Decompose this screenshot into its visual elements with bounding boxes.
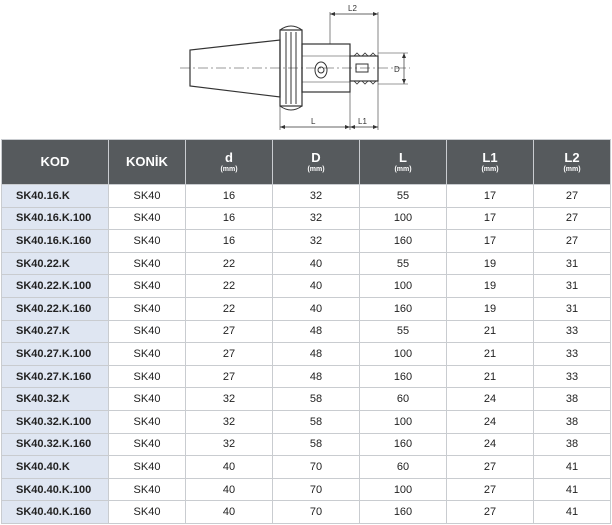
table-cell: 27 bbox=[186, 365, 273, 388]
table-cell: 100 bbox=[360, 275, 447, 298]
table-row bbox=[2, 252, 611, 275]
table-cell: 48 bbox=[273, 320, 360, 343]
table-cell: 32 bbox=[273, 185, 360, 208]
table-cell: SK40 bbox=[109, 433, 186, 456]
table-cell: 19 bbox=[447, 252, 534, 275]
table-cell: 21 bbox=[447, 365, 534, 388]
table-cell: 48 bbox=[273, 343, 360, 366]
table-cell: SK40 bbox=[109, 297, 186, 320]
table-cell: 100 bbox=[360, 207, 447, 230]
table-row bbox=[2, 207, 611, 230]
table-cell: SK40 bbox=[109, 252, 186, 275]
dim-D-label: D bbox=[394, 65, 400, 74]
table-cell: 38 bbox=[534, 388, 611, 411]
table-cell: 40 bbox=[186, 456, 273, 479]
column-header bbox=[447, 140, 534, 185]
table-cell: 21 bbox=[447, 320, 534, 343]
product-code-cell: SK40.16.K.160 bbox=[2, 230, 109, 253]
table-cell: SK40 bbox=[109, 388, 186, 411]
dim-L1-label: L1 bbox=[358, 117, 367, 126]
product-code-cell: SK40.27.K.100 bbox=[2, 343, 109, 366]
column-header-unit: (mm) bbox=[220, 165, 238, 173]
table-cell: 100 bbox=[360, 478, 447, 501]
table-cell: 31 bbox=[534, 275, 611, 298]
column-header-title: d bbox=[225, 149, 233, 165]
table-cell: 160 bbox=[360, 501, 447, 524]
column-header-unit: (mm) bbox=[563, 165, 581, 173]
table-cell: 100 bbox=[360, 410, 447, 433]
column-header-unit: (mm) bbox=[394, 165, 412, 173]
column-header-title: KOD bbox=[40, 154, 70, 169]
table-cell: 16 bbox=[186, 230, 273, 253]
table-cell: 27 bbox=[534, 230, 611, 253]
product-code-cell: SK40.32.K bbox=[2, 388, 109, 411]
column-header bbox=[273, 140, 360, 185]
table-cell: SK40 bbox=[109, 456, 186, 479]
table-cell: SK40 bbox=[109, 343, 186, 366]
table-cell: 41 bbox=[534, 478, 611, 501]
table-cell: 17 bbox=[447, 230, 534, 253]
table-cell: 27 bbox=[447, 456, 534, 479]
table-cell: 40 bbox=[273, 275, 360, 298]
table-cell: SK40 bbox=[109, 275, 186, 298]
table-cell: SK40 bbox=[109, 410, 186, 433]
collet-end bbox=[350, 56, 378, 81]
table-cell: 17 bbox=[447, 185, 534, 208]
table-cell: SK40 bbox=[109, 185, 186, 208]
table-cell: 38 bbox=[534, 433, 611, 456]
taper-cone bbox=[190, 40, 280, 97]
dim-L-label: L bbox=[311, 117, 316, 126]
table-row bbox=[2, 433, 611, 456]
table-cell: 16 bbox=[186, 185, 273, 208]
table-cell: 19 bbox=[447, 275, 534, 298]
product-code-cell: SK40.40.K.160 bbox=[2, 501, 109, 524]
product-table bbox=[1, 139, 611, 524]
table-row bbox=[2, 456, 611, 479]
column-header-unit: (mm) bbox=[481, 165, 499, 173]
table-cell: 31 bbox=[534, 297, 611, 320]
table-cell: 60 bbox=[360, 456, 447, 479]
table-cell: 33 bbox=[534, 343, 611, 366]
table-cell: 19 bbox=[447, 297, 534, 320]
table-cell: 32 bbox=[186, 388, 273, 411]
table-cell: 17 bbox=[447, 207, 534, 230]
column-header bbox=[360, 140, 447, 185]
table-cell: SK40 bbox=[109, 365, 186, 388]
table-cell: 21 bbox=[447, 343, 534, 366]
table-row bbox=[2, 275, 611, 298]
table-row bbox=[2, 501, 611, 524]
clamp-screw bbox=[315, 62, 327, 78]
table-cell: 31 bbox=[534, 252, 611, 275]
table-cell: 60 bbox=[360, 388, 447, 411]
table-cell: 27 bbox=[447, 501, 534, 524]
table-cell: 22 bbox=[186, 252, 273, 275]
column-header-title: D bbox=[311, 149, 321, 165]
table-cell: 27 bbox=[534, 207, 611, 230]
table-cell: 27 bbox=[534, 185, 611, 208]
table-cell: 32 bbox=[273, 207, 360, 230]
table-cell: 27 bbox=[186, 320, 273, 343]
table-cell: SK40 bbox=[109, 320, 186, 343]
column-header bbox=[109, 140, 186, 185]
table-row bbox=[2, 343, 611, 366]
table-cell: 33 bbox=[534, 320, 611, 343]
table-cell: 24 bbox=[447, 433, 534, 456]
table-cell: 27 bbox=[186, 343, 273, 366]
table-cell: 160 bbox=[360, 433, 447, 456]
table-cell: 24 bbox=[447, 410, 534, 433]
table-cell: 40 bbox=[273, 252, 360, 275]
column-header bbox=[534, 140, 611, 185]
table-cell: 160 bbox=[360, 365, 447, 388]
table-cell: 24 bbox=[447, 388, 534, 411]
product-code-cell: SK40.22.K bbox=[2, 252, 109, 275]
table-cell: 40 bbox=[273, 297, 360, 320]
table-header-row bbox=[2, 140, 611, 185]
table-cell: SK40 bbox=[109, 478, 186, 501]
table-row bbox=[2, 365, 611, 388]
column-header bbox=[186, 140, 273, 185]
table-row bbox=[2, 185, 611, 208]
dim-L2-label: L2 bbox=[348, 4, 357, 13]
table-cell: 38 bbox=[534, 410, 611, 433]
table-cell: 33 bbox=[534, 365, 611, 388]
table-row bbox=[2, 388, 611, 411]
table-cell: 55 bbox=[360, 320, 447, 343]
table-row bbox=[2, 478, 611, 501]
product-code-cell: SK40.40.K.100 bbox=[2, 478, 109, 501]
product-code-cell: SK40.32.K.100 bbox=[2, 410, 109, 433]
product-code-cell: SK40.16.K.100 bbox=[2, 207, 109, 230]
product-code-cell: SK40.27.K.160 bbox=[2, 365, 109, 388]
product-code-cell: SK40.16.K bbox=[2, 185, 109, 208]
table-cell: 160 bbox=[360, 297, 447, 320]
table-row bbox=[2, 230, 611, 253]
table-cell: 58 bbox=[273, 433, 360, 456]
table-cell: 100 bbox=[360, 343, 447, 366]
table-cell: SK40 bbox=[109, 501, 186, 524]
table-cell: 32 bbox=[186, 433, 273, 456]
table-cell: 40 bbox=[186, 478, 273, 501]
table-cell: 70 bbox=[273, 501, 360, 524]
table-row bbox=[2, 297, 611, 320]
table-cell: 58 bbox=[273, 410, 360, 433]
table-cell: SK40 bbox=[109, 207, 186, 230]
table-row bbox=[2, 320, 611, 343]
table-body bbox=[2, 185, 611, 524]
product-code-cell: SK40.22.K.160 bbox=[2, 297, 109, 320]
table-cell: 16 bbox=[186, 207, 273, 230]
table-cell: 160 bbox=[360, 230, 447, 253]
product-code-cell: SK40.32.K.160 bbox=[2, 433, 109, 456]
product-code-cell: SK40.40.K bbox=[2, 456, 109, 479]
tool-holder-drawing bbox=[170, 0, 430, 136]
column-header-title: L bbox=[399, 149, 407, 165]
table-cell: 22 bbox=[186, 275, 273, 298]
table-cell: 41 bbox=[534, 501, 611, 524]
table-cell: 55 bbox=[360, 185, 447, 208]
column-header-title: KONİK bbox=[126, 154, 168, 169]
table-cell: 40 bbox=[186, 501, 273, 524]
table-cell: 70 bbox=[273, 478, 360, 501]
table-cell: 41 bbox=[534, 456, 611, 479]
column-header-unit: (mm) bbox=[307, 165, 325, 173]
product-code-cell: SK40.27.K bbox=[2, 320, 109, 343]
table-cell: 32 bbox=[186, 410, 273, 433]
table-cell: 32 bbox=[273, 230, 360, 253]
table-cell: SK40 bbox=[109, 230, 186, 253]
table-cell: 70 bbox=[273, 456, 360, 479]
column-header-title: L2 bbox=[564, 149, 580, 165]
column-header bbox=[2, 140, 109, 185]
table-cell: 27 bbox=[447, 478, 534, 501]
column-header-title: L1 bbox=[482, 149, 498, 165]
product-code-cell: SK40.22.K.100 bbox=[2, 275, 109, 298]
table-cell: 58 bbox=[273, 388, 360, 411]
table-cell: 55 bbox=[360, 252, 447, 275]
table-cell: 22 bbox=[186, 297, 273, 320]
table-cell: 48 bbox=[273, 365, 360, 388]
table-row bbox=[2, 410, 611, 433]
